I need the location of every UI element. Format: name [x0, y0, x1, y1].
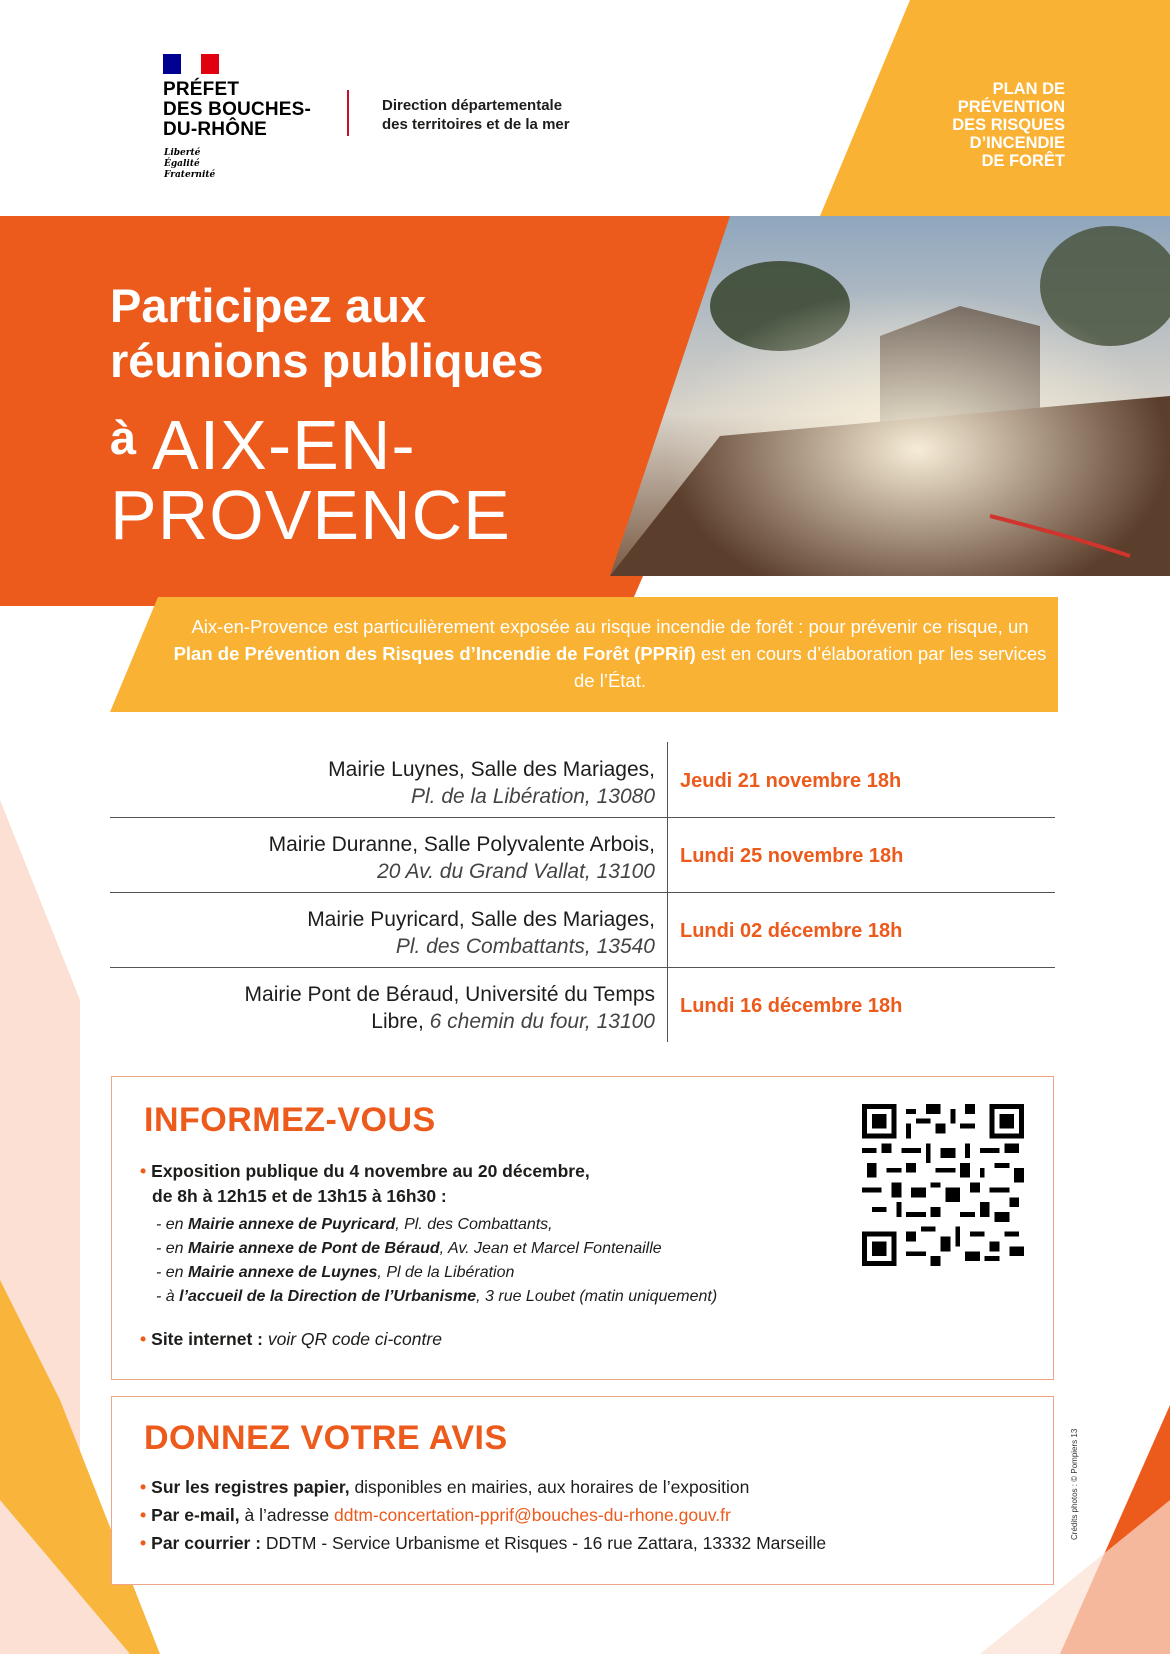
fire-photo [610, 216, 1170, 576]
devise: Liberté Égalité Fraternité [164, 148, 216, 180]
list-item: • Par courrier : DDTM - Service Urbanisme et Risques - 16 rue Zattara, 13332 Marseille [140, 1533, 827, 1553]
email-link[interactable]: ddtm-concertation-pprif@bouches-du-rhone.gouv.fr [334, 1505, 731, 1525]
qr-code[interactable] [862, 1104, 1024, 1266]
informez-title: INFORMEZ-VOUS [144, 1101, 436, 1139]
meeting-date: Jeudi 21 novembre 18h [680, 770, 902, 792]
meeting-date: Lundi 25 novembre 18h [680, 845, 904, 867]
meeting-date: Lundi 02 décembre 18h [680, 920, 903, 942]
table-row: Mairie Duranne, Salle Polyvalente Arbois, 20 Av. du Grand Vallat, 13100 Lundi 25 novembre 18h [268, 833, 904, 883]
table-row: Mairie Luynes, Salle des Mariages, Pl. de la Libération, 13080 Jeudi 21 novembre 18h [328, 758, 902, 808]
french-flag-logo [163, 54, 219, 74]
site-internet: • Site internet : voir QR code ci-contre [140, 1329, 442, 1349]
expo-locations [156, 1213, 717, 1309]
hero-title: Participez aux réunions publiques [110, 279, 544, 387]
list-item: - en Mairie annexe de Luynes, Pl de la Libération [156, 1264, 515, 1281]
list-item: - en Mairie annexe de Pont de Béraud, Av. Jean et Marcel Fontenaille [156, 1240, 662, 1257]
table-row: Mairie Puyricard, Salle des Mariages, Pl. des Combattants, 13540 Lundi 02 décembre 18h [307, 908, 903, 958]
avis-title: DONNEZ VOTRE AVIS [144, 1419, 508, 1457]
photo-credits: Crédits photos : © Pompiers 13 [1070, 1428, 1079, 1540]
hero-title-a: à [110, 411, 137, 464]
list-item: - à l’accueil de la Direction de l’Urbanisme, 3 rue Loubet (matin uniquement) [156, 1288, 718, 1305]
table-row: Mairie Pont de Béraud, Université du Temps Libre, 6 chemin du four, 13100 Lundi 16 décembre 18h [244, 983, 903, 1033]
list-item: - en Mairie annexe de Puyricard, Pl. des Combattants, [156, 1216, 553, 1233]
plan-label: PLAN DE PRÉVENTION DES RISQUES D’INCENDIE DE FORÊT [952, 80, 1065, 170]
city-name-line1: AIX-EN- [152, 406, 416, 484]
prefet-name: PRÉFET DES BOUCHES- DU-RHÔNE [163, 79, 312, 140]
donnez-avis-box [111, 1396, 1054, 1585]
header-separator [347, 90, 349, 136]
list-item: • Sur les registres papier, disponibles en mairies, aux horaires de l’exposition [140, 1477, 750, 1497]
intro-text: Aix-en-Provence est particulièrement exposée au risque incendie de forêt : pour prévenir ce risque, un Plan de Prévention des Risques d’Incendie de Forêt (PPRif) est en cours d’élaboration par les services de l’État. [173, 616, 1047, 691]
expo-info: • Exposition publique du 4 novembre au 20 décembre, de 8h à 12h15 et de 13h15 à 16h30 : [140, 1161, 590, 1206]
city-name-line2: PROVENCE [110, 476, 511, 554]
ddtm-label: Direction départementale des territoires et de la mer [382, 97, 570, 133]
meeting-date: Lundi 16 décembre 18h [680, 995, 903, 1017]
list-item: • Par e-mail, à l’adresse ddtm-concertation-pprif@bouches-du-rhone.gouv.fr [140, 1505, 731, 1525]
